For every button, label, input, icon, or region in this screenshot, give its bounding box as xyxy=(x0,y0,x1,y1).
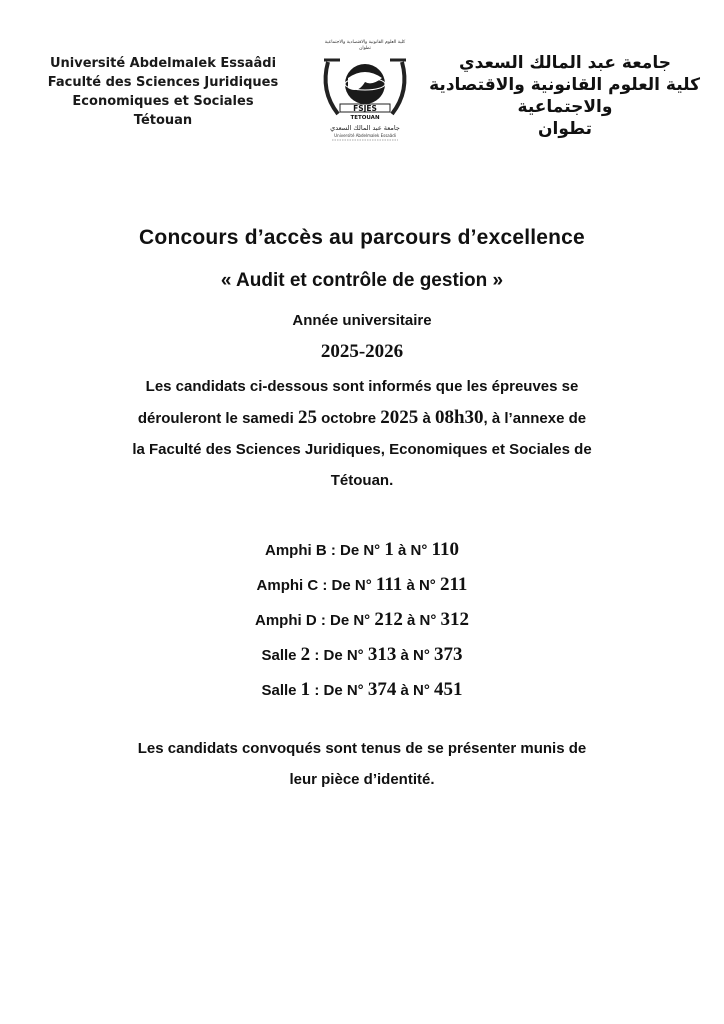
announcement-text: octobre xyxy=(316,410,381,427)
room-assignment-row xyxy=(60,533,664,568)
range-from: 1 xyxy=(384,539,394,560)
label-a: à N° xyxy=(393,542,432,559)
room-prefix: Salle xyxy=(261,682,297,699)
faculty-logo xyxy=(310,36,420,152)
announcement-line: Les candidats ci-dessous sont informés que les épreuves se xyxy=(145,378,579,395)
header-arabic-line: كلية العلوم القانونية والاقتصادية xyxy=(429,75,700,95)
label-de: : De N° xyxy=(316,612,375,629)
range-to: 211 xyxy=(439,574,468,595)
room-name: Amphi D xyxy=(254,612,317,629)
closing-paragraph xyxy=(70,733,654,795)
header-arabic-line: جامعة عبد المالك السعدي xyxy=(459,53,671,73)
header-french xyxy=(38,54,288,130)
label-a: à N° xyxy=(402,577,440,594)
academic-year-label: Année universitaire xyxy=(292,312,432,329)
exam-year: 2025 xyxy=(380,407,419,428)
room-number: 1 xyxy=(300,679,311,700)
label-a: à N° xyxy=(396,682,435,699)
label-a: à N° xyxy=(402,612,441,629)
range-to: 110 xyxy=(431,539,459,560)
announcement-line: la Faculté des Sciences Juridiques, Economiques et Sociales de xyxy=(132,441,592,458)
room-assignment-row xyxy=(60,638,664,673)
document-title: Concours d’accès au parcours d’excellence xyxy=(139,226,585,249)
room-prefix: Salle xyxy=(261,647,297,664)
logo-top-arabic-city: تطوان xyxy=(359,46,371,51)
room-name: Amphi C xyxy=(256,577,319,594)
logo-top-arabic: كلية العلوم القانونية والاقتصادية والاجتماعية xyxy=(324,40,406,45)
document-subtitle: « Audit et contrôle de gestion » xyxy=(220,270,504,291)
range-to: 451 xyxy=(434,679,463,700)
exam-time: 08h30 xyxy=(434,407,484,428)
logo-bottom-latin: Université Abdelmalek Essaâdi xyxy=(334,133,396,138)
announcement-line xyxy=(70,402,654,434)
logo-acronym: FSJES xyxy=(353,104,377,113)
header-arabic-line: والاجتماعية xyxy=(517,97,613,117)
logo-bottom-arabic: جامعة عبد المالك السعدي xyxy=(330,124,400,132)
announcement-paragraph xyxy=(70,371,654,496)
room-number: 2 xyxy=(300,644,311,665)
closing-line: Les candidats convoqués sont tenus de se présenter munis de xyxy=(137,740,587,757)
range-to: 312 xyxy=(440,609,470,630)
header-arabic-line: تطوان xyxy=(538,119,592,139)
label-de: : De N° xyxy=(310,647,368,664)
academic-year: 2025-2026 xyxy=(320,341,404,362)
announcement-text: à xyxy=(418,410,435,427)
announcement-line: Tétouan. xyxy=(330,472,394,489)
header-french-line: Université Abdelmalek Essaâdi xyxy=(49,56,277,71)
range-to: 373 xyxy=(434,644,463,665)
label-de: : De N° xyxy=(318,577,376,594)
room-assignment-row xyxy=(60,603,664,638)
label-de: : De N° xyxy=(326,542,385,559)
header-arabic xyxy=(430,52,700,140)
range-from: 111 xyxy=(375,574,403,595)
room-assignment-row xyxy=(60,673,664,708)
announcement-text: , à l’annexe de xyxy=(483,410,587,427)
range-from: 212 xyxy=(374,609,403,630)
header-french-line: Tétouan xyxy=(133,113,193,128)
range-from: 374 xyxy=(367,679,397,700)
header-french-line: Economiques et Sociales xyxy=(72,94,254,109)
logo-city: TETOUAN xyxy=(350,115,380,121)
header-french-line: Faculté des Sciences Juridiques xyxy=(47,75,279,90)
exam-day: 25 xyxy=(297,407,317,428)
closing-line: leur pièce d’identité. xyxy=(289,771,435,788)
label-a: à N° xyxy=(396,647,435,664)
room-name: Amphi B xyxy=(265,542,327,559)
room-assignment-row xyxy=(60,568,664,603)
range-from: 313 xyxy=(367,644,397,665)
label-de: : De N° xyxy=(310,682,368,699)
room-assignment-list xyxy=(60,533,664,708)
announcement-text: dérouleront le samedi xyxy=(137,410,298,427)
